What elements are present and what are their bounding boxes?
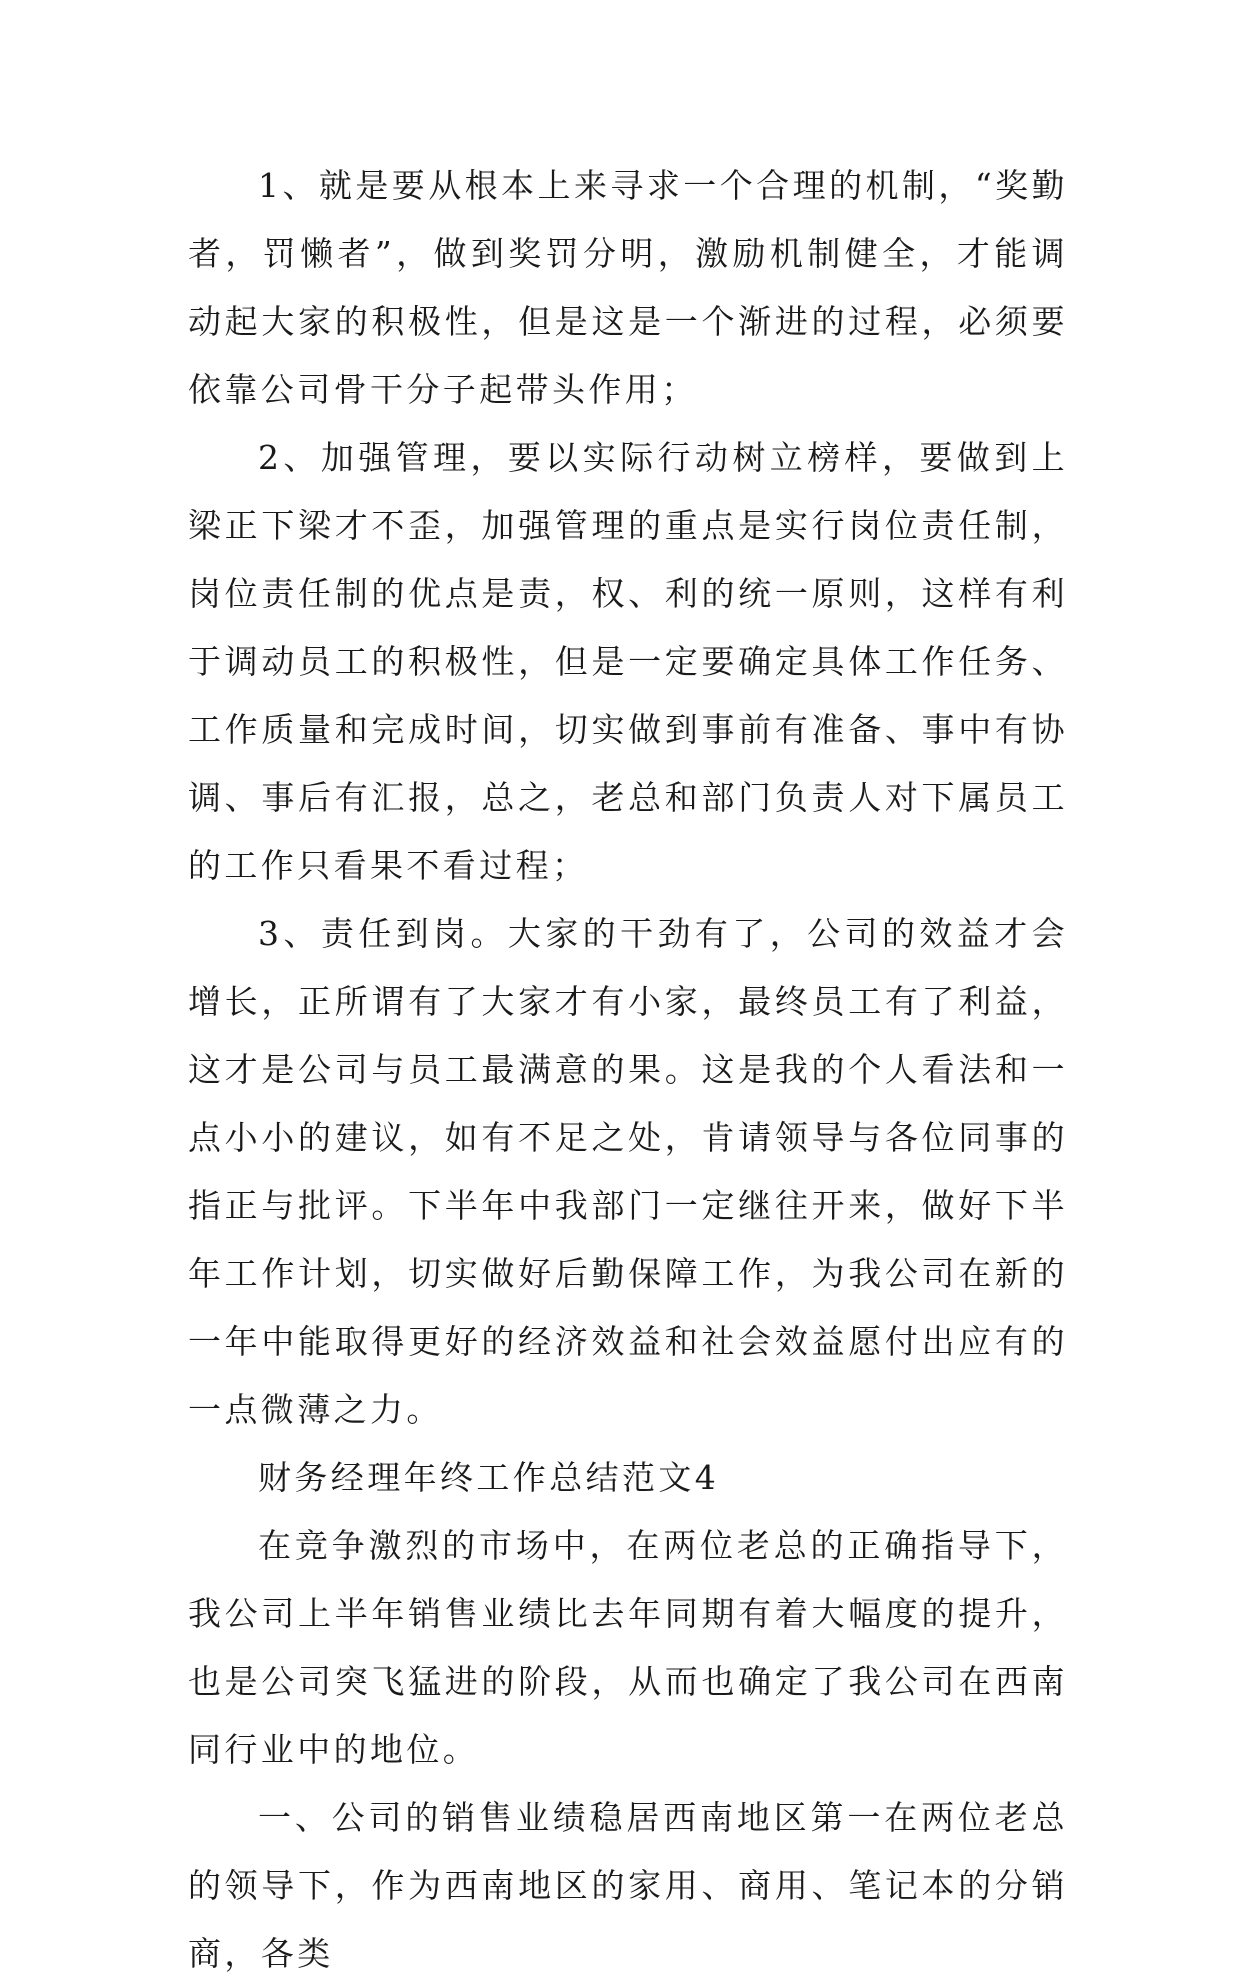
paragraph-2: 2、加强管理，要以实际行动树立榜样，要做到上梁正下梁才不歪，加强管理的重点是实行岗位责任制，岗位责任制的优点是责，权、利的统一原则，这样有利于调动员工的积极性，但是一定要确定具体工作任务、工作质量和完成时间，切实做到事前有准备、事中有协调、事后有汇报，总之，老总和部门负责人对下属员工的工作只看果不看过程； [188, 438, 1068, 885]
document-body [188, 152, 1068, 1988]
section-title: 财务经理年终工作总结范文4 [258, 1458, 720, 1497]
paragraph-1: 1、就是要从根本上来寻求一个合理的机制，“奖勤者，罚懒者”，做到奖罚分明，激励机制健全，才能调动起大家的积极性，但是这是一个渐进的过程，必须要依靠公司骨干分子起带头作用； [188, 166, 1068, 409]
section-paragraph-1: 在竞争激烈的市场中，在两位老总的正确指导下，我公司上半年销售业绩比去年同期有着大幅度的提升，也是公司突飞猛进的阶段，从而也确定了我公司在西南同行业中的地位。 [188, 1526, 1068, 1769]
paragraph-3: 3、责任到岗。大家的干劲有了，公司的效益才会增长，正所谓有了大家才有小家，最终员工有了利益，这才是公司与员工最满意的果。这是我的个人看法和一点小小的建议，如有不足之处，肯请领导与各位同事的指正与批评。下半年中我部门一定继往开来，做好下半年工作计划，切实做好后勤保障工作，为我公司在新的一年中能取得更好的经济效益和社会效益愿付出应有的一点微薄之力。 [188, 914, 1068, 1429]
section-paragraph-2: 一、公司的销售业绩稳居西南地区第一在两位老总的领导下，作为西南地区的家用、商用、笔记本的分销商，各类 [188, 1798, 1068, 1973]
